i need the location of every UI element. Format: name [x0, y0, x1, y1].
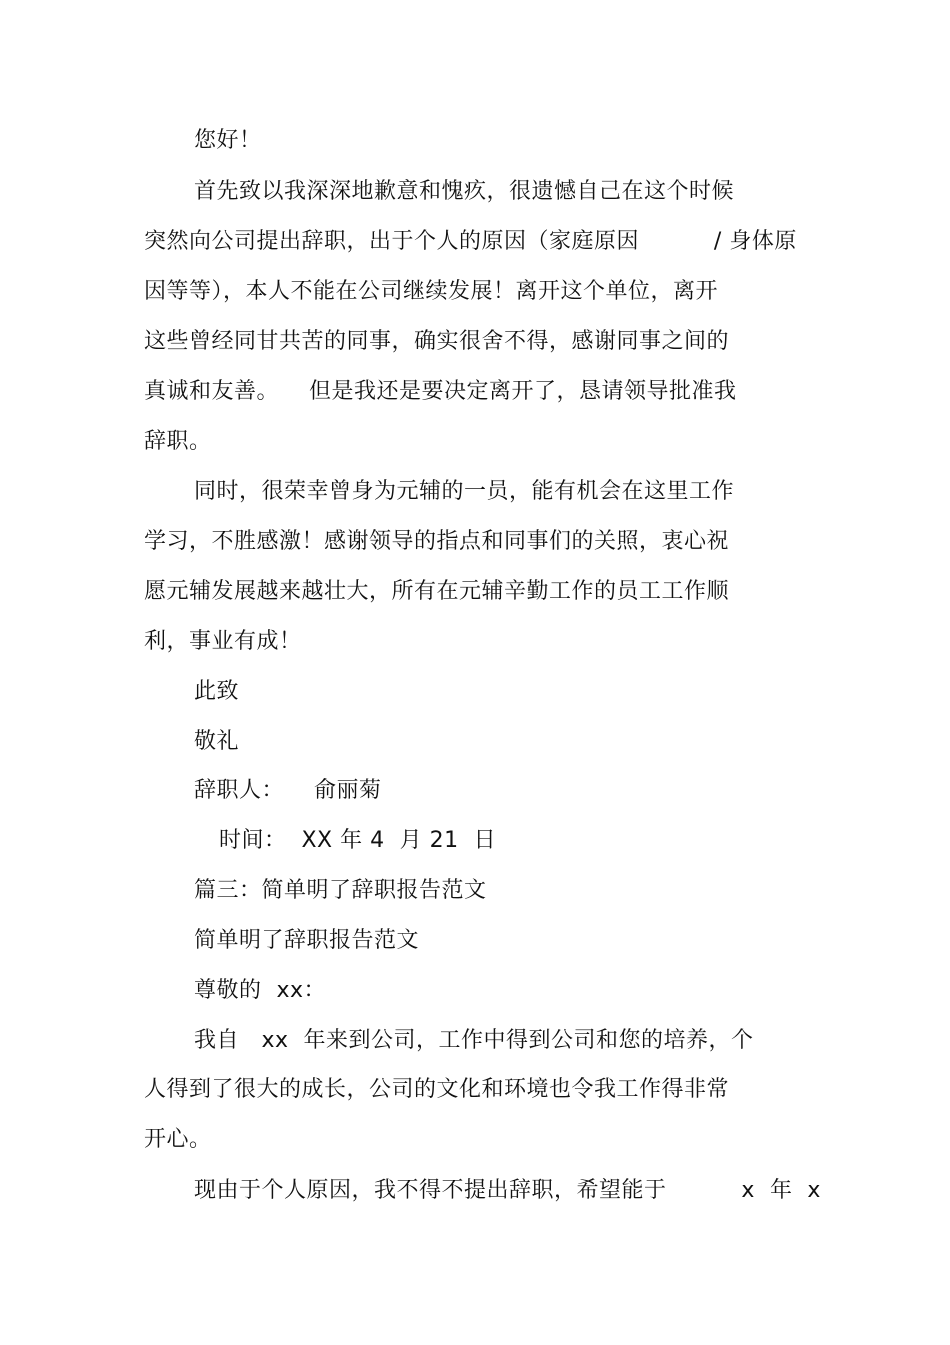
paragraph-1-line-3: 因等等），本人不能在公司继续发展！离开这个单位，离开	[144, 279, 719, 304]
closing-salutation: 此致	[194, 679, 240, 704]
closing-regards: 敬礼	[194, 729, 240, 754]
paragraph-2-line-2: 学习，不胜感激！感谢领导的指点和同事们的关照，衷心祝	[144, 529, 730, 554]
paragraph-3-line-2: 人得到了很大的成长，公司的文化和环境也令我工作得非常	[144, 1077, 730, 1102]
section-heading: 篇三：简单明了辞职报告范文	[194, 878, 487, 903]
paragraph-1-line-2: 突然向公司提出辞职，出于个人的原因（家庭原因 / 身体原	[144, 229, 797, 254]
greeting: 您好！	[194, 128, 262, 153]
letter-addressee: 尊敬的 xx：	[194, 978, 327, 1003]
paragraph-2-line-1: 同时，很荣幸曾身为元辅的一员，能有机会在这里工作	[194, 479, 735, 504]
paragraph-4-line-1: 现由于个人原因，我不得不提出辞职，希望能于 x 年 x	[194, 1178, 821, 1203]
paragraph-2-line-4: 利，事业有成！	[144, 629, 302, 654]
signature-line: 辞职人： 俞丽菊	[194, 778, 382, 803]
paragraph-1-line-1: 首先致以我深深地歉意和愧疚，很遗憾自己在这个时候	[194, 179, 735, 204]
paragraph-1-line-4: 这些曾经同甘共苦的同事，确实很舍不得，感谢同事之间的	[144, 329, 730, 354]
paragraph-3-line-1: 我自 xx 年来到公司，工作中得到公司和您的培养，个	[194, 1028, 754, 1053]
letter-title: 简单明了辞职报告范文	[194, 928, 420, 953]
paragraph-1-line-5: 真诚和友善。 但是我还是要决定离开了，恳请领导批准我	[144, 379, 737, 404]
date-line: 时间： XX 年 4 月 21 日	[219, 828, 497, 853]
paragraph-1-line-6: 辞职。	[144, 429, 212, 454]
paragraph-2-line-3: 愿元辅发展越来越壮大，所有在元辅辛勤工作的员工工作顺	[144, 579, 730, 604]
paragraph-3-line-3: 开心。	[144, 1127, 212, 1152]
